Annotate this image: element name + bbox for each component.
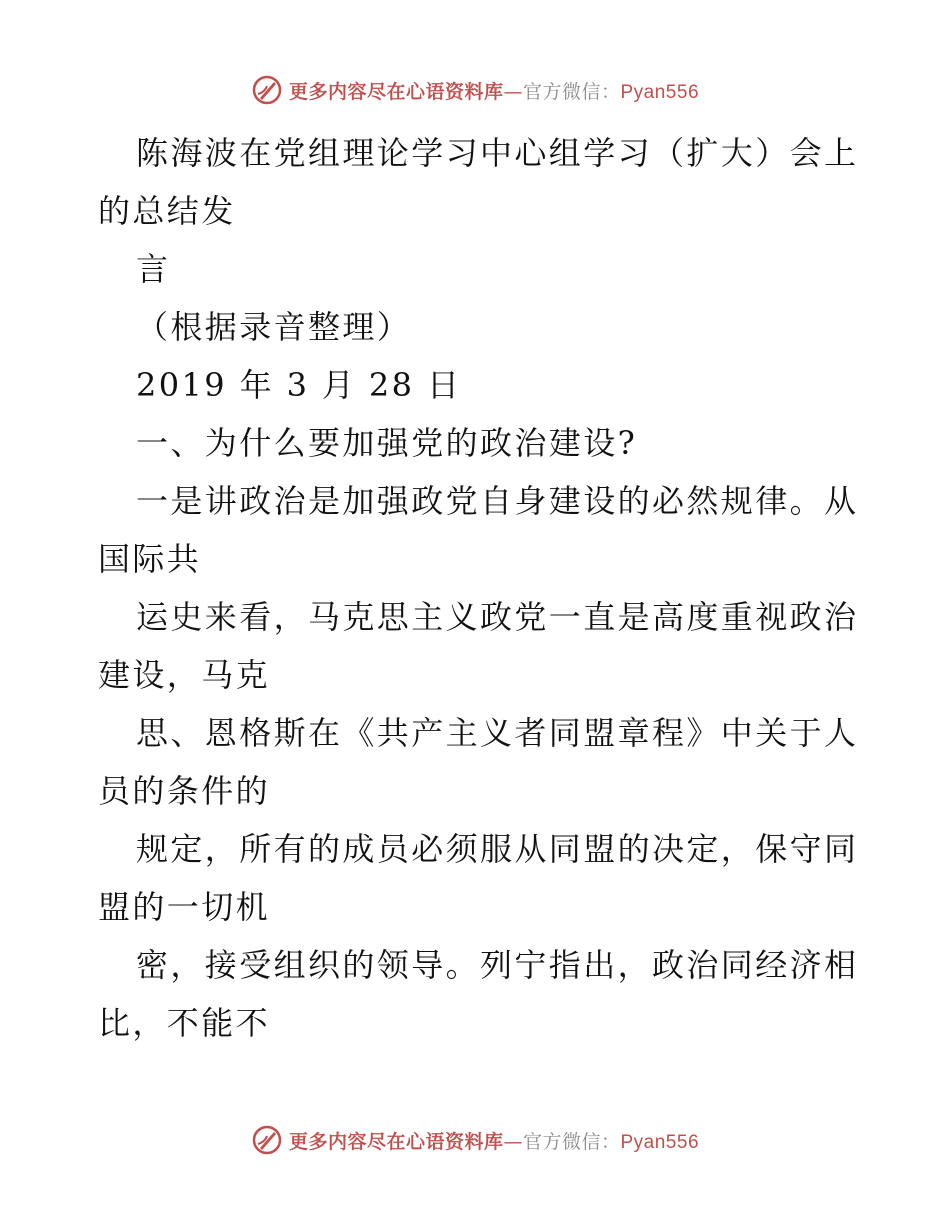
footer-watermark <box>0 1120 950 1160</box>
document-body <box>98 124 858 1052</box>
watermark-dash: — <box>503 1130 523 1153</box>
paragraph-line: 比，不能不 <box>98 1004 271 1042</box>
subtitle-note: （根据录音整理） <box>136 308 412 346</box>
header-watermark <box>0 70 950 110</box>
watermark-brand: 更多内容尽在心语资料库 <box>288 80 504 103</box>
document-date: 2019 年 3 月 28 日 <box>136 366 462 404</box>
paragraph-line: 思、恩格斯在《共产主义者同盟章程》中关于人 <box>136 714 859 752</box>
paragraph-line: 密，接受组织的领导。列宁指出，政治同经济相 <box>136 946 859 984</box>
paragraph-line: 运史来看，马克思主义政党一直是高度重视政治 <box>136 598 859 636</box>
watermark-official: 官方微信： <box>522 1130 621 1153</box>
paragraph-line: 建设，马克 <box>98 656 271 694</box>
title-line-3: 言 <box>136 250 171 288</box>
paragraph-line: 国际共 <box>98 540 202 578</box>
paragraph-line: 盟的一切机 <box>98 888 271 926</box>
paragraph-line: 规定，所有的成员必须服从同盟的决定，保守同 <box>136 830 859 868</box>
paragraph-line: 员的条件的 <box>98 772 271 810</box>
watermark-id: Pyan556 <box>620 1131 700 1153</box>
quill-seal-icon <box>251 1124 283 1156</box>
quill-seal-icon <box>251 74 283 106</box>
watermark-id: Pyan556 <box>620 81 700 103</box>
paragraph-line: 一是讲政治是加强政党自身建设的必然规律。从 <box>136 482 859 520</box>
title-line-2: 的总结发 <box>98 192 236 230</box>
watermark-official: 官方微信： <box>522 80 621 103</box>
section-heading: 一、为什么要加强党的政治建设? <box>136 424 638 462</box>
watermark-brand: 更多内容尽在心语资料库 <box>288 1130 504 1153</box>
watermark-dash: — <box>503 80 523 103</box>
title-line-1: 陈海波在党组理论学习中心组学习（扩大）会上 <box>136 134 859 172</box>
